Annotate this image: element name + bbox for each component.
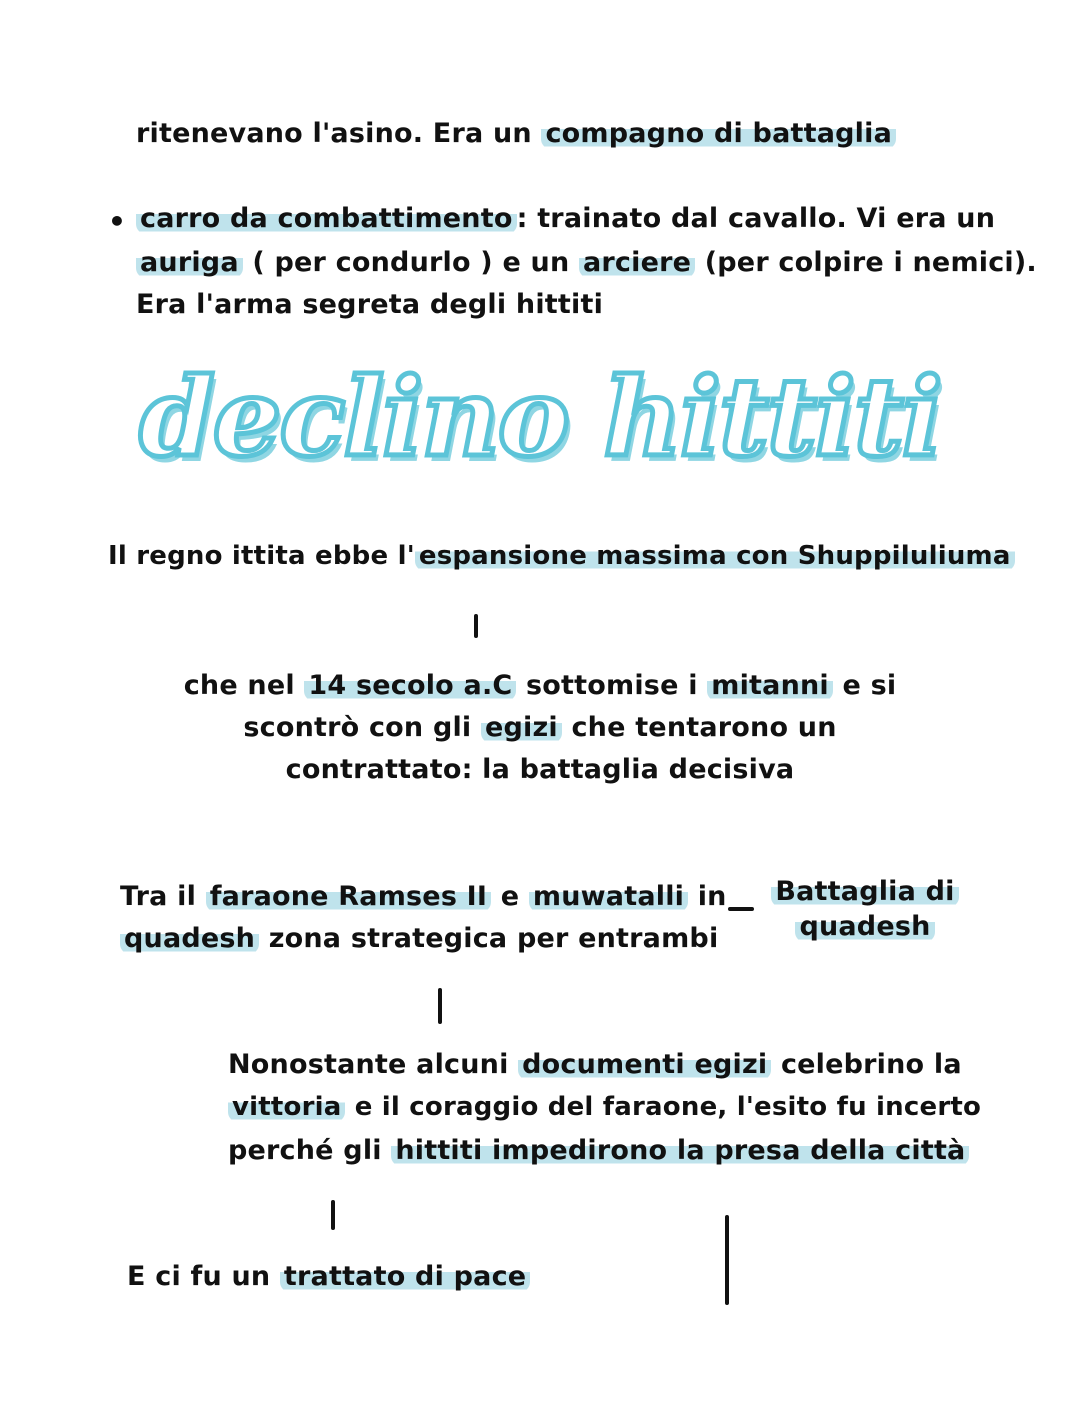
battle-text-2: zona strategica per entrambi	[259, 923, 719, 954]
highlight-egizi: egizi	[481, 712, 562, 743]
battle-text-1b: e	[491, 881, 529, 912]
highlight-espansione: espansione massima con Shuppiluliuma	[415, 541, 1015, 571]
conquest-line-2	[140, 712, 940, 743]
highlight-muwatalli: muwatalli	[529, 881, 688, 912]
conquest-text-1b: sottomise i	[516, 670, 708, 701]
highlight-secolo: 14 secolo a.C	[304, 670, 516, 701]
conquest-line-1	[140, 670, 940, 701]
battle-line-2	[120, 923, 718, 954]
expansion-line	[108, 541, 1015, 571]
bullet-line-2-end: (per colpire i nemici).	[695, 247, 1037, 278]
bullet-dot: •	[108, 205, 126, 238]
conquest-text-2a: scontrò con gli	[243, 712, 481, 743]
highlight-ramses: faraone Ramses II	[206, 881, 491, 912]
highlight-auriga: auriga	[136, 247, 243, 278]
outcome-text-3a: perché gli	[228, 1135, 392, 1166]
battle-text-1a: Tra il	[120, 881, 206, 912]
conquest-line-3: contrattato: la battaglia decisiva	[285, 754, 795, 785]
connector-1	[474, 614, 478, 638]
highlight-battaglia: Battaglia di	[771, 876, 958, 907]
battle-side-line-2	[770, 911, 960, 942]
outcome-line-2	[228, 1092, 981, 1122]
outcome-line-1	[228, 1049, 962, 1080]
conquest-text-1c: e si	[832, 670, 897, 701]
highlight-hittiti: hittiti impedirono la presa della città	[391, 1135, 969, 1166]
bullet-line-3: Era l'arma segreta degli hittiti	[136, 289, 604, 320]
conquest-text-2b: che tentarono un	[561, 712, 837, 743]
bullet-line-1	[136, 203, 995, 234]
intro-line	[136, 118, 896, 149]
battle-text-1c: in	[688, 881, 727, 912]
highlight-quadesh: quadesh	[120, 923, 259, 954]
battle-line-1	[120, 881, 727, 912]
connector-3	[331, 1200, 335, 1230]
bullet-line-1-text: : trainato dal cavallo. Vi era un	[516, 203, 996, 234]
outcome-line-3	[228, 1135, 969, 1166]
highlight-vittoria: vittoria	[228, 1092, 345, 1122]
expansion-text: Il regno ittita ebbe l'	[108, 541, 415, 571]
outcome-text-1a: Nonostante alcuni	[228, 1049, 519, 1080]
highlight-quadesh-side: quadesh	[795, 911, 934, 942]
conquest-text-1a: che nel	[183, 670, 305, 701]
connector-4	[725, 1215, 729, 1305]
page-title: declino hittiti	[139, 355, 941, 481]
highlight-mitanni: mitanni	[707, 670, 833, 701]
bullet-line-2	[136, 247, 1037, 278]
connector-dash	[728, 907, 754, 911]
highlight-arciere: arciere	[579, 247, 695, 278]
highlight-trattato: trattato di pace	[280, 1261, 530, 1292]
outcome-text-2: e il coraggio del faraone, l'esito fu incerto	[345, 1092, 982, 1122]
highlight-documenti: documenti egizi	[518, 1049, 771, 1080]
peace-text: E ci fu un	[127, 1261, 280, 1292]
peace-line	[127, 1261, 530, 1292]
connector-2	[438, 988, 442, 1024]
intro-text: ritenevano l'asino. Era un	[136, 118, 542, 149]
outcome-text-1b: celebrino la	[771, 1049, 962, 1080]
highlight-carro: carro da combattimento	[136, 203, 517, 234]
bullet-line-2-mid: ( per condurlo ) e un	[242, 247, 579, 278]
battle-side-line-1	[770, 876, 960, 907]
highlight-compagno: compagno di battaglia	[541, 118, 896, 149]
